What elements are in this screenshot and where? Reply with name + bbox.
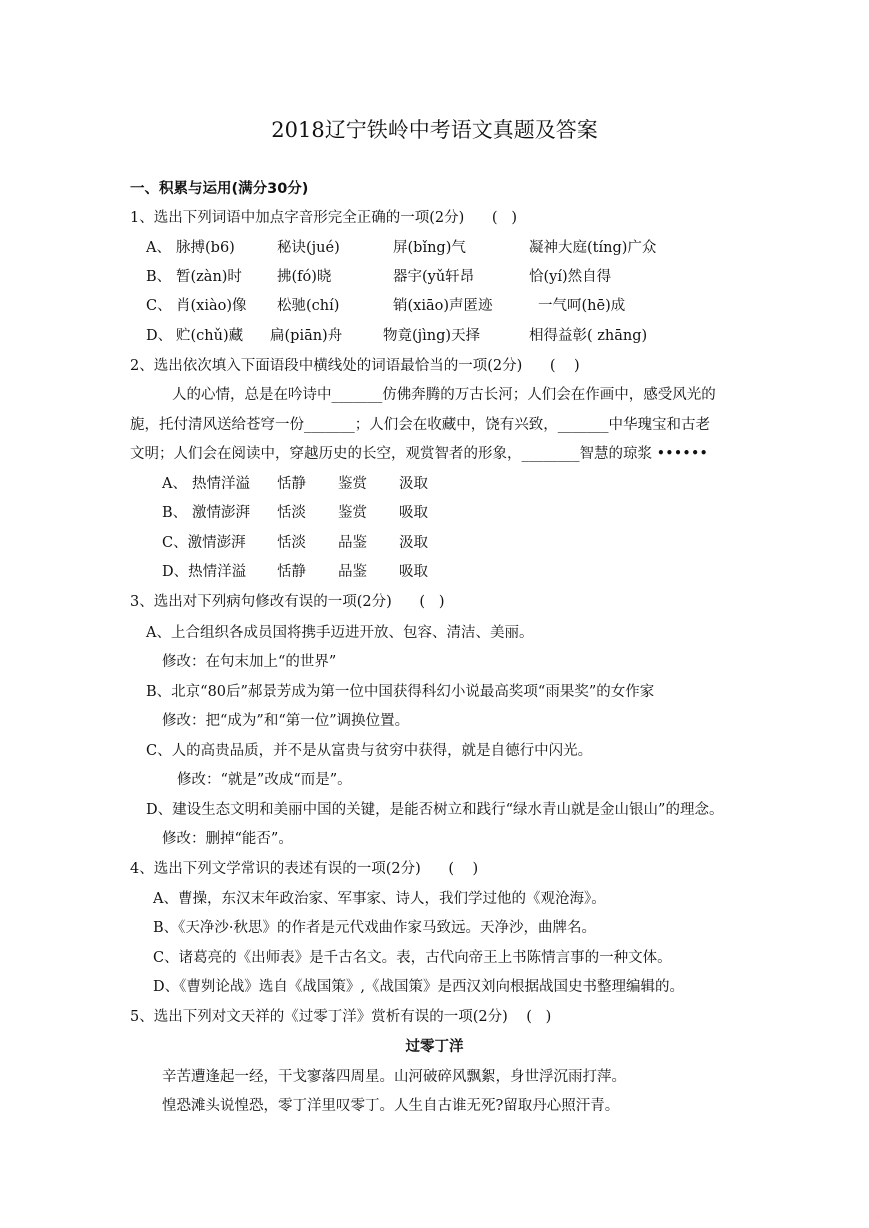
option-letter: A、 bbox=[146, 240, 171, 256]
question-3-stem: 3、选出对下列病句修改有误的一项(2分) ( ) bbox=[130, 594, 445, 610]
option-letter: D、 bbox=[146, 328, 173, 344]
poem-line: 辛苦遭逢起一经，干戈寥落四周星。山河破碎风飘絮，身世浮沉雨打萍。 bbox=[162, 1069, 626, 1085]
option-word: 一气呵(hē)成 bbox=[538, 298, 626, 314]
option-word: 物竟(jìng)天择 bbox=[383, 328, 481, 344]
option-word: 相得益彰( zhāng) bbox=[529, 328, 648, 344]
q4-item-a: A、曹操，东汉末年政治家、军事家、诗人，我们学过他的《观沧海》。 bbox=[153, 891, 606, 907]
option-word: 凝神大庭(tíng)广众 bbox=[529, 240, 657, 256]
option-word: 拂(fó)晓 bbox=[277, 269, 332, 285]
option-letter: B、 bbox=[146, 269, 172, 285]
option-word: 恬静 bbox=[277, 476, 306, 492]
option-word: 扁(piān)舟 bbox=[270, 328, 343, 344]
q4-item-d: D、《曹刿论战》选自《战国策》,《战国策》是西汉刘向根据战国史书整理编辑的。 bbox=[153, 979, 684, 995]
section-heading: 一、积累与运用(满分30分) bbox=[130, 181, 309, 197]
q3-item-a-fix: 修改：在句末加上“的世界” bbox=[162, 654, 337, 670]
option-word: 秘诀(jué) bbox=[277, 240, 340, 256]
question-5-stem: 5、选出下列对文天祥的《过零丁洋》赏析有误的一项(2分) ( ) bbox=[130, 1009, 552, 1025]
poem-title: 过零丁洋 bbox=[405, 1039, 464, 1055]
option-word: 品鉴 bbox=[338, 564, 367, 580]
option-word: 器宇(yǔ轩昂 bbox=[393, 269, 475, 285]
option-word: 脉搏(b6) bbox=[176, 240, 235, 256]
option-word: 肖(xiào)像 bbox=[176, 298, 247, 314]
option-word: 松驰(chí) bbox=[277, 298, 340, 314]
option-word: 暂(zàn)时 bbox=[176, 269, 242, 285]
option-word: 激情澎湃 bbox=[192, 505, 250, 521]
option-letter: C、激情澎湃 bbox=[162, 535, 246, 551]
option-word: 汲取 bbox=[399, 476, 428, 492]
q2-passage-line: 文明；人们会在阅读中，穿越历史的长空，观赏智者的形象，________智慧的琼浆 •••••• bbox=[130, 446, 708, 462]
q3-item-a: A、上合组织各成员国将携手迈进开放、包容、清洁、美丽。 bbox=[146, 625, 534, 641]
option-word: 恬淡 bbox=[277, 535, 306, 551]
q3-item-b: B、北京“80后”郝景芳成为第一位中国获得科幻小说最高奖项“雨果奖”的女作家 bbox=[146, 684, 655, 700]
option-word: 屏(bǐng)气 bbox=[393, 240, 466, 256]
q1-option-c bbox=[146, 297, 846, 315]
option-letter: B、 bbox=[162, 505, 188, 521]
option-letter: D、热情洋溢 bbox=[162, 564, 247, 580]
option-word: 鉴赏 bbox=[338, 505, 367, 521]
q2-passage-line: 旎，托付清风送给苍穹一份_______；人们会在收藏中，饶有兴致，_______中华瑰宝和古老 bbox=[130, 417, 710, 433]
q4-item-c: C、诸葛亮的《出师表》是千古名文。表，古代向帝王上书陈情言事的一种文体。 bbox=[153, 950, 672, 966]
q3-item-d-fix: 修改：删掉“能否”。 bbox=[162, 831, 293, 847]
option-word: 吸取 bbox=[399, 505, 428, 521]
option-word: 贮(chǔ)藏 bbox=[176, 328, 244, 344]
option-word: 吸取 bbox=[399, 564, 428, 580]
document-title: 2018辽宁铁岭中考语文真题及答案 bbox=[271, 118, 598, 142]
question-4-stem: 4、选出下列文学常识的表述有误的一项(2分) ( ) bbox=[130, 861, 479, 877]
option-word: 品鉴 bbox=[338, 535, 367, 551]
q3-item-c-fix: 修改：“就是”改成“而是”。 bbox=[177, 772, 352, 788]
option-word: 汲取 bbox=[399, 535, 428, 551]
question-2-stem: 2、选出依次填入下面语段中横线处的词语最恰当的一项(2分) ( ) bbox=[130, 358, 580, 374]
q2-option-c bbox=[162, 534, 662, 552]
option-word: 销(xiāo)声匿迹 bbox=[393, 298, 493, 314]
q2-option-a bbox=[162, 475, 662, 493]
q1-option-a bbox=[146, 239, 846, 257]
question-1-stem: 1、选出下列词语中加点字音形完全正确的一项(2分) ( ) bbox=[130, 210, 518, 226]
poem-line: 惶恐滩头说惶恐，零丁洋里叹零丁。人生自古谁无死?留取丹心照汗青。 bbox=[162, 1098, 620, 1114]
q2-option-b bbox=[162, 504, 662, 522]
q2-option-d bbox=[162, 563, 662, 581]
option-letter: C、 bbox=[146, 298, 172, 314]
option-letter: A、 bbox=[162, 476, 187, 492]
q3-item-d: D、建设生态文明和美丽中国的关键，是能否树立和践行“绿水青山就是金山银山”的理念。 bbox=[146, 802, 724, 818]
q1-option-b bbox=[146, 268, 846, 286]
option-word: 恬静 bbox=[277, 564, 306, 580]
option-word: 恬淡 bbox=[277, 505, 306, 521]
option-word: 鉴赏 bbox=[338, 476, 367, 492]
q3-item-c: C、人的高贵品质，并不是从富贵与贫穷中获得，就是自德行中闪光。 bbox=[146, 743, 593, 759]
q2-passage-line: 人的心情，总是在吟诗中_______仿佛奔腾的万古长河；人们会在作画中，感受风光的 bbox=[172, 387, 716, 403]
option-word: 恰(yí)然自得 bbox=[529, 269, 612, 285]
option-word: 热情洋溢 bbox=[192, 476, 250, 492]
q3-item-b-fix: 修改：把“成为”和“第一位”调换位置。 bbox=[162, 713, 410, 729]
q1-option-d bbox=[146, 327, 846, 345]
q4-item-b: B、《天净沙·秋思》的作者是元代戏曲作家马致远。天净沙，曲牌名。 bbox=[153, 920, 597, 936]
